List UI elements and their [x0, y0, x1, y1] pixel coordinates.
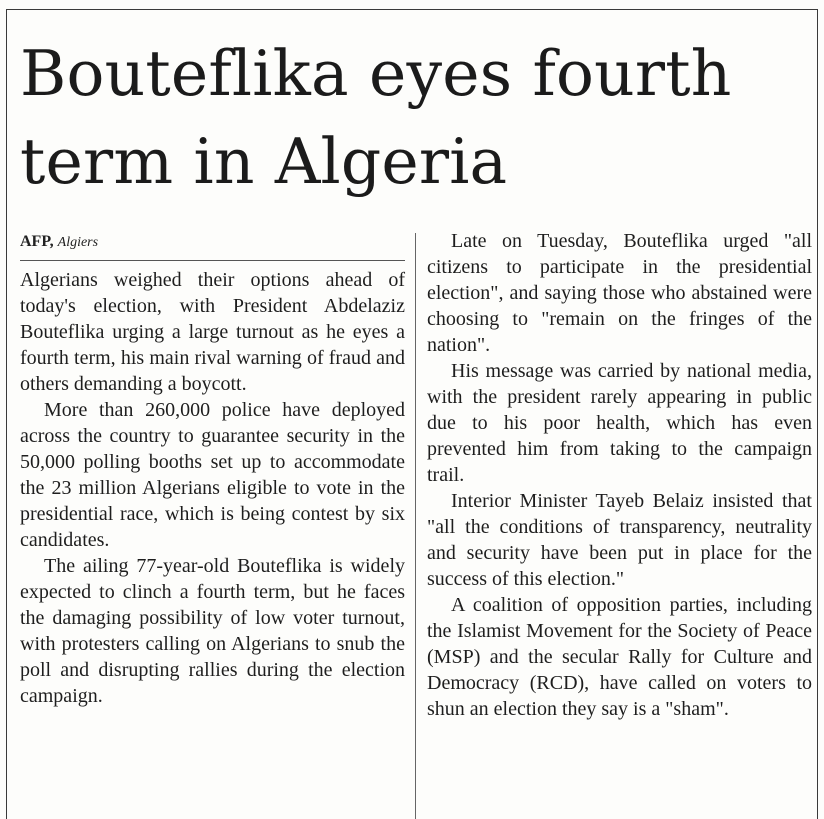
paragraph: Algerians weighed their options ahead of today's election, with President Abdelaziz Bouteflika urging a large turnout as he eyes a fourth term, his main rival warning of fraud and others demanding a boycott.	[20, 269, 405, 395]
paragraph: Late on Tuesday, Bouteflika urged "all citizens to participate in the presidential election", and saying those who abstained were choosing to "remain on the fringes of the nation".	[427, 230, 812, 356]
paragraph: More than 260,000 police have deployed across the country to guarantee security in the 50,000 polling booths set up to accommodate the 23 million Algerians eligible to vote in the presidential race, which is being contest by six candidates.	[20, 399, 405, 551]
headline: Bouteflika eyes fourth term in Algeria	[20, 37, 732, 198]
byline-agency: AFP,	[20, 233, 54, 250]
paragraph: The ailing 77-year-old Bouteflika is widely expected to clinch a fourth term, but he faces the damaging possibility of low voter turnout, with protesters calling on Algerians to snub the poll and disrupting rallies during the election campaign.	[20, 555, 405, 707]
paragraph: Interior Minister Tayeb Belaiz insisted that "all the conditions of transparency, neutrality and security have been put in place for the success of this election."	[427, 490, 812, 590]
left-column	[20, 267, 405, 709]
frame-right-border	[817, 9, 818, 819]
frame-left-border	[6, 9, 7, 819]
byline-divider	[20, 260, 405, 261]
paragraph: His message was carried by national media, with the president rarely appearing in public due to his poor health, which has even prevented him from taking to the campaign trail.	[427, 360, 812, 486]
right-column	[427, 228, 812, 722]
frame-top-border	[6, 9, 818, 10]
column-divider	[415, 233, 416, 819]
paragraph: A coalition of opposition parties, including the Islamist Movement for the Society of Peace (MSP) and the secular Rally for Culture and Democracy (RCD), have called on voters to shun an election they say is a "sham".	[427, 594, 812, 720]
byline	[20, 233, 98, 251]
byline-place: Algiers	[57, 235, 99, 250]
